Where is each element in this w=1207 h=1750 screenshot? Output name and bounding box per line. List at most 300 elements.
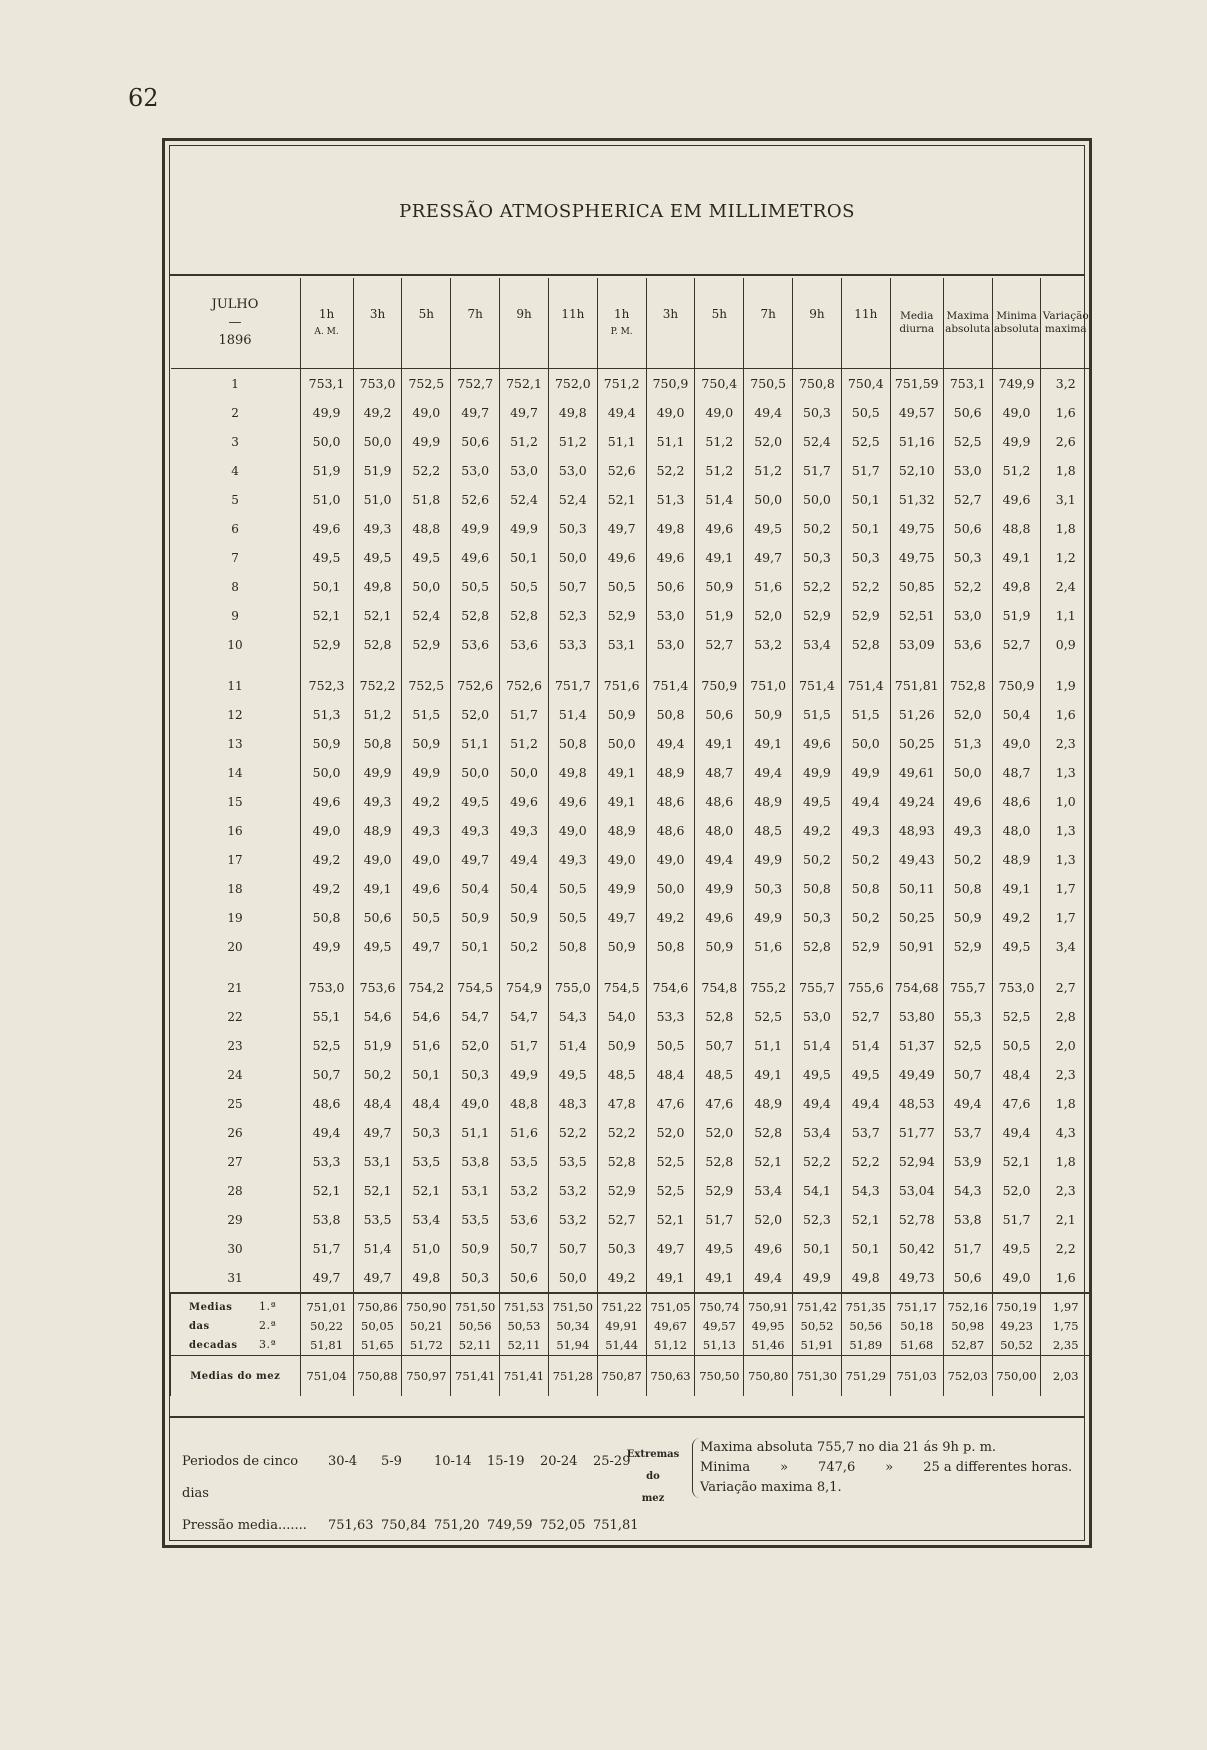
data-cell: 0,9	[1041, 630, 1090, 659]
data-cell: 52,94	[890, 1147, 943, 1176]
data-cell: 751,01	[300, 1293, 353, 1317]
data-cell: 48,9	[597, 816, 646, 845]
data-cell: 47,8	[597, 1089, 646, 1118]
data-cell: 52,10	[890, 456, 943, 485]
data-cell: 2,3	[1041, 1060, 1090, 1089]
data-cell: 50,25	[890, 729, 943, 758]
data-cell: 1,0	[1041, 787, 1090, 816]
data-cell: 51,4	[841, 1031, 890, 1060]
data-cell: 50,7	[548, 572, 597, 601]
data-cell: 49,0	[646, 845, 695, 874]
data-cell: 53,1	[451, 1176, 500, 1205]
data-cell: 751,4	[793, 659, 842, 700]
data-cell: 50,8	[646, 700, 695, 729]
data-cell: 50,5	[500, 572, 549, 601]
data-cell: 52,1	[353, 601, 402, 630]
day-number: 1	[231, 376, 239, 391]
data-cell: 49,7	[353, 1263, 402, 1293]
data-cell: 49,9	[793, 1263, 842, 1293]
data-cell: 52,8	[451, 601, 500, 630]
data-cell: 750,87	[597, 1356, 646, 1397]
data-cell: 2,8	[1041, 1002, 1090, 1031]
day-number: 8	[231, 579, 239, 594]
data-cell: 49,7	[744, 543, 793, 572]
data-cell: 50,6	[943, 1263, 992, 1293]
data-cell: 750,80	[744, 1356, 793, 1397]
data-cell: 750,88	[353, 1356, 402, 1397]
data-cell: 49,6	[548, 787, 597, 816]
data-cell: 50,2	[943, 845, 992, 874]
data-cell: 53,3	[300, 1147, 353, 1176]
data-cell: 54,3	[841, 1176, 890, 1205]
data-cell: 51,77	[890, 1118, 943, 1147]
data-cell: 54,3	[943, 1176, 992, 1205]
data-cell: 49,0	[353, 845, 402, 874]
maxima-absoluta-line: Maxima absoluta 755,7 no dia 21 ás 9h p. m.	[700, 1440, 997, 1455]
data-cell: 1,8	[1041, 1089, 1090, 1118]
data-cell: 50,3	[402, 1118, 451, 1147]
data-cell: 754,5	[451, 961, 500, 1002]
data-cell: 49,1	[744, 1060, 793, 1089]
data-cell: 51,12	[646, 1336, 695, 1356]
data-cell: 50,3	[793, 543, 842, 572]
data-cell: 50,2	[841, 903, 890, 932]
data-cell: 52,7	[597, 1205, 646, 1234]
data-cell: 50,91	[890, 932, 943, 961]
data-cell: 51,7	[793, 456, 842, 485]
data-cell: 52,2	[841, 572, 890, 601]
data-cell: 53,1	[597, 630, 646, 659]
extremas-label: Extremas do mez	[626, 1449, 680, 1504]
data-cell: 52,8	[841, 630, 890, 659]
data-cell: 50,53	[500, 1317, 549, 1336]
data-cell: 51,2	[744, 456, 793, 485]
data-cell: 2,4	[1041, 572, 1090, 601]
data-cell: 48,4	[402, 1089, 451, 1118]
data-cell: 49,0	[451, 1089, 500, 1118]
data-cell: 751,29	[841, 1356, 890, 1397]
data-cell: 54,6	[402, 1002, 451, 1031]
data-cell: 50,0	[943, 758, 992, 787]
hour-header: 9h	[500, 278, 549, 369]
period-value: 10-14	[434, 1454, 472, 1469]
data-cell: 750,4	[695, 369, 744, 399]
data-cell: 751,04	[300, 1356, 353, 1397]
data-cell: 752,1	[500, 369, 549, 399]
data-cell: 52,5	[943, 427, 992, 456]
data-cell: 50,3	[597, 1234, 646, 1263]
data-cell: 49,7	[451, 845, 500, 874]
data-cell: 751,81	[890, 659, 943, 700]
pressure-mean-value: 752,05	[540, 1518, 586, 1533]
table-row	[171, 543, 1091, 572]
data-cell: 49,2	[992, 903, 1041, 932]
data-cell: 48,5	[597, 1060, 646, 1089]
data-cell: 52,4	[500, 485, 549, 514]
data-cell: 50,1	[451, 932, 500, 961]
data-cell: 53,5	[500, 1147, 549, 1176]
data-cell: 50,0	[500, 758, 549, 787]
data-cell: 52,5	[744, 1002, 793, 1031]
day-number: 26	[227, 1125, 243, 1140]
period-value: 5-9	[381, 1454, 402, 1469]
data-cell: 53,3	[548, 630, 597, 659]
data-cell: 50,3	[793, 903, 842, 932]
data-cell: 51,3	[300, 700, 353, 729]
data-cell: 750,74	[695, 1293, 744, 1317]
data-cell: 751,28	[548, 1356, 597, 1397]
data-cell: 50,0	[300, 758, 353, 787]
data-cell: 49,4	[597, 398, 646, 427]
data-cell: 53,0	[548, 456, 597, 485]
data-cell: 49,5	[353, 543, 402, 572]
data-cell: 53,4	[402, 1205, 451, 1234]
data-cell: 53,1	[353, 1147, 402, 1176]
data-cell: 51,65	[353, 1336, 402, 1356]
data-cell: 49,6	[695, 514, 744, 543]
data-cell: 51,16	[890, 427, 943, 456]
hour-header: 1h A. M.	[300, 278, 353, 369]
data-cell: 52,1	[353, 1176, 402, 1205]
table-row	[171, 369, 1091, 399]
data-cell: 49,4	[744, 758, 793, 787]
pressure-mean-value: 751,63	[328, 1518, 374, 1533]
data-cell: 53,6	[451, 630, 500, 659]
data-cell: 53,0	[500, 456, 549, 485]
data-cell: 751,0	[744, 659, 793, 700]
data-cell: 2,7	[1041, 961, 1090, 1002]
data-cell: 50,0	[793, 485, 842, 514]
data-cell: 51,13	[695, 1336, 744, 1356]
data-cell: 48,6	[646, 816, 695, 845]
data-cell: 750,9	[695, 659, 744, 700]
data-cell: 49,6	[451, 543, 500, 572]
data-cell: 49,7	[646, 1234, 695, 1263]
data-cell: 47,6	[646, 1089, 695, 1118]
data-cell: 52,51	[890, 601, 943, 630]
table-row	[171, 1031, 1091, 1060]
data-cell: 50,3	[548, 514, 597, 543]
data-cell: 750,5	[744, 369, 793, 399]
data-cell: 752,7	[451, 369, 500, 399]
data-cell: 751,6	[597, 659, 646, 700]
data-cell: 54,0	[597, 1002, 646, 1031]
day-number: 12	[227, 707, 243, 722]
data-cell: 52,0	[943, 700, 992, 729]
data-cell: 49,9	[300, 932, 353, 961]
header-row	[171, 278, 1091, 369]
data-cell: 49,6	[500, 787, 549, 816]
data-cell: 50,2	[500, 932, 549, 961]
periods-row	[182, 1446, 646, 1510]
data-cell: 52,3	[793, 1205, 842, 1234]
media-diurna-header: Media diurna	[890, 278, 943, 369]
data-cell: 754,68	[890, 961, 943, 1002]
data-cell: 755,6	[841, 961, 890, 1002]
data-cell: 50,21	[402, 1317, 451, 1336]
data-cell: 48,7	[992, 758, 1041, 787]
decade-mean-row	[171, 1317, 1091, 1336]
data-cell: 754,2	[402, 961, 451, 1002]
data-cell: 52,9	[841, 932, 890, 961]
period-value: 25-29	[593, 1454, 631, 1469]
data-cell: 48,8	[992, 514, 1041, 543]
data-cell: 51,7	[500, 1031, 549, 1060]
data-cell: 51,37	[890, 1031, 943, 1060]
data-cell: 50,0	[548, 1263, 597, 1293]
data-cell: 53,04	[890, 1176, 943, 1205]
periods-block	[182, 1446, 646, 1542]
data-cell: 53,7	[943, 1118, 992, 1147]
data-cell: 1,9	[1041, 659, 1090, 700]
data-cell: 751,17	[890, 1293, 943, 1317]
data-cell: 52,1	[300, 1176, 353, 1205]
data-cell: 52,2	[402, 456, 451, 485]
data-cell: 50,1	[300, 572, 353, 601]
hour-header: 11h	[841, 278, 890, 369]
data-cell: 752,6	[451, 659, 500, 700]
data-cell: 48,6	[695, 787, 744, 816]
data-cell: 50,9	[402, 729, 451, 758]
data-cell: 49,5	[695, 1234, 744, 1263]
data-cell: 1,75	[1041, 1317, 1090, 1336]
data-cell: 50,9	[943, 903, 992, 932]
am-label: A. M.	[314, 327, 339, 337]
data-cell: 51,9	[695, 601, 744, 630]
data-cell: 52,8	[695, 1002, 744, 1031]
data-cell: 49,8	[548, 398, 597, 427]
pm-label: P. M.	[610, 327, 633, 337]
data-cell: 50,3	[451, 1263, 500, 1293]
period-value: 15-19	[487, 1454, 525, 1469]
month-mean-label: Medias do mez	[171, 1356, 301, 1397]
data-cell: 50,5	[402, 903, 451, 932]
data-cell: 49,8	[402, 1263, 451, 1293]
data-cell: 50,0	[744, 485, 793, 514]
data-cell: 1,3	[1041, 816, 1090, 845]
data-cell: 48,9	[353, 816, 402, 845]
data-cell: 52,1	[992, 1147, 1041, 1176]
data-cell: 52,5	[646, 1147, 695, 1176]
data-cell: 755,7	[943, 961, 992, 1002]
data-cell: 1,97	[1041, 1293, 1090, 1317]
data-cell: 49,9	[353, 758, 402, 787]
data-cell: 50,7	[548, 1234, 597, 1263]
data-cell: 749,9	[992, 369, 1041, 399]
data-cell: 49,61	[890, 758, 943, 787]
data-cell: 755,0	[548, 961, 597, 1002]
data-cell: 49,0	[646, 398, 695, 427]
data-cell: 49,9	[744, 845, 793, 874]
data-cell: 50,8	[353, 729, 402, 758]
day-number: 9	[231, 608, 239, 623]
day-number: 31	[227, 1270, 243, 1285]
data-cell: 50,0	[451, 758, 500, 787]
data-cell: 50,3	[841, 543, 890, 572]
data-cell: 49,6	[744, 1234, 793, 1263]
data-cell: 55,3	[943, 1002, 992, 1031]
data-cell: 50,3	[943, 543, 992, 572]
data-cell: 53,8	[451, 1147, 500, 1176]
data-cell: 50,6	[646, 572, 695, 601]
hour-header: 11h	[548, 278, 597, 369]
data-cell: 753,6	[353, 961, 402, 1002]
data-cell: 53,7	[841, 1118, 890, 1147]
data-cell: 49,9	[695, 874, 744, 903]
data-cell: 52,2	[793, 1147, 842, 1176]
data-cell: 750,97	[402, 1356, 451, 1397]
data-cell: 52,4	[402, 601, 451, 630]
data-cell: 753,0	[992, 961, 1041, 1002]
data-cell: 49,3	[451, 816, 500, 845]
data-cell: 49,0	[992, 729, 1041, 758]
table-row	[171, 1234, 1091, 1263]
data-cell: 49,0	[300, 816, 353, 845]
data-cell: 50,5	[548, 903, 597, 932]
data-cell: 50,52	[793, 1317, 842, 1336]
data-cell: 49,7	[500, 398, 549, 427]
data-cell: 49,2	[597, 1263, 646, 1293]
data-cell: 48,7	[695, 758, 744, 787]
data-cell: 51,7	[992, 1205, 1041, 1234]
pressure-mean-label: Pressão media.......	[182, 1518, 307, 1533]
data-cell: 50,56	[451, 1317, 500, 1336]
data-cell: 52,2	[646, 456, 695, 485]
day-number: 16	[227, 823, 243, 838]
data-cell: 50,4	[451, 874, 500, 903]
data-cell: 52,11	[500, 1336, 549, 1356]
data-cell: 50,5	[451, 572, 500, 601]
data-cell: 51,1	[451, 1118, 500, 1147]
data-cell: 48,6	[646, 787, 695, 816]
table-row	[171, 514, 1091, 543]
data-cell: 49,9	[402, 758, 451, 787]
data-cell: 53,6	[943, 630, 992, 659]
data-cell: 52,0	[744, 427, 793, 456]
data-cell: 51,6	[500, 1118, 549, 1147]
data-cell: 751,42	[793, 1293, 842, 1317]
data-cell: 1,7	[1041, 903, 1090, 932]
data-cell: 49,3	[353, 787, 402, 816]
data-cell: 51,72	[402, 1336, 451, 1356]
data-cell: 49,73	[890, 1263, 943, 1293]
table-row	[171, 758, 1091, 787]
data-cell: 49,2	[300, 874, 353, 903]
data-cell: 753,0	[353, 369, 402, 399]
data-cell: 53,5	[548, 1147, 597, 1176]
data-cell: 50,6	[353, 903, 402, 932]
data-cell: 753,1	[300, 369, 353, 399]
data-cell: 2,3	[1041, 729, 1090, 758]
data-cell: 1,6	[1041, 398, 1090, 427]
data-cell: 753,0	[300, 961, 353, 1002]
decade-label: Medias 1.ª	[171, 1293, 301, 1317]
hour-header: 7h	[744, 278, 793, 369]
data-cell: 50,25	[890, 903, 943, 932]
data-cell: 51,26	[890, 700, 943, 729]
data-cell: 49,9	[500, 1060, 549, 1089]
table-row	[171, 601, 1091, 630]
data-cell: 751,4	[646, 659, 695, 700]
data-cell: 52,5	[841, 427, 890, 456]
data-cell: 50,0	[353, 427, 402, 456]
extremas-lines	[700, 1438, 1072, 1498]
data-cell: 1,8	[1041, 1147, 1090, 1176]
data-cell: 53,5	[353, 1205, 402, 1234]
data-cell: 49,1	[695, 1263, 744, 1293]
data-cell: 49,8	[646, 514, 695, 543]
data-cell: 750,19	[992, 1293, 1041, 1317]
day-number: 4	[231, 463, 239, 478]
table-row	[171, 1263, 1091, 1293]
pressure-mean-row	[182, 1510, 646, 1542]
data-cell: 52,7	[943, 485, 992, 514]
data-cell: 48,5	[695, 1060, 744, 1089]
data-cell: 751,41	[451, 1356, 500, 1397]
data-cell: 53,80	[890, 1002, 943, 1031]
data-cell: 49,5	[992, 932, 1041, 961]
data-cell: 1,8	[1041, 456, 1090, 485]
data-cell: 49,6	[597, 543, 646, 572]
data-cell: 3,2	[1041, 369, 1090, 399]
data-cell: 48,9	[744, 787, 793, 816]
data-cell: 50,0	[841, 729, 890, 758]
data-cell: 50,5	[841, 398, 890, 427]
data-cell: 49,9	[500, 514, 549, 543]
day-number: 6	[231, 521, 239, 536]
data-cell: 51,1	[451, 729, 500, 758]
data-cell: 49,9	[451, 514, 500, 543]
data-cell: 50,1	[500, 543, 549, 572]
data-cell: 50,42	[890, 1234, 943, 1263]
data-cell: 51,7	[500, 700, 549, 729]
data-cell: 54,3	[548, 1002, 597, 1031]
data-cell: 51,9	[300, 456, 353, 485]
data-cell: 49,9	[992, 427, 1041, 456]
data-cell: 49,4	[943, 1089, 992, 1118]
data-cell: 49,3	[841, 816, 890, 845]
data-cell: 49,57	[890, 398, 943, 427]
data-cell: 48,8	[402, 514, 451, 543]
data-cell: 49,2	[402, 787, 451, 816]
data-cell: 50,5	[646, 1031, 695, 1060]
data-cell: 50,0	[597, 729, 646, 758]
data-cell: 51,9	[353, 1031, 402, 1060]
data-cell: 51,7	[695, 1205, 744, 1234]
data-cell: 52,0	[744, 601, 793, 630]
data-cell: 52,5	[943, 1031, 992, 1060]
data-cell: 751,2	[597, 369, 646, 399]
data-cell: 50,2	[353, 1060, 402, 1089]
data-cell: 50,6	[451, 427, 500, 456]
data-cell: 1,7	[1041, 874, 1090, 903]
data-cell: 49,6	[646, 543, 695, 572]
data-cell: 2,35	[1041, 1336, 1090, 1356]
data-cell: 751,03	[890, 1356, 943, 1397]
data-cell: 52,4	[548, 485, 597, 514]
day-number: 25	[227, 1096, 243, 1111]
data-cell: 48,8	[500, 1089, 549, 1118]
data-cell: 49,4	[841, 1089, 890, 1118]
data-cell: 51,7	[300, 1234, 353, 1263]
data-cell: 49,23	[992, 1317, 1041, 1336]
data-cell: 51,81	[300, 1336, 353, 1356]
data-cell: 53,6	[500, 1205, 549, 1234]
data-cell: 49,6	[300, 514, 353, 543]
data-cell: 49,57	[695, 1317, 744, 1336]
period-value: 30-4	[328, 1454, 358, 1469]
day-number: 17	[227, 852, 243, 867]
